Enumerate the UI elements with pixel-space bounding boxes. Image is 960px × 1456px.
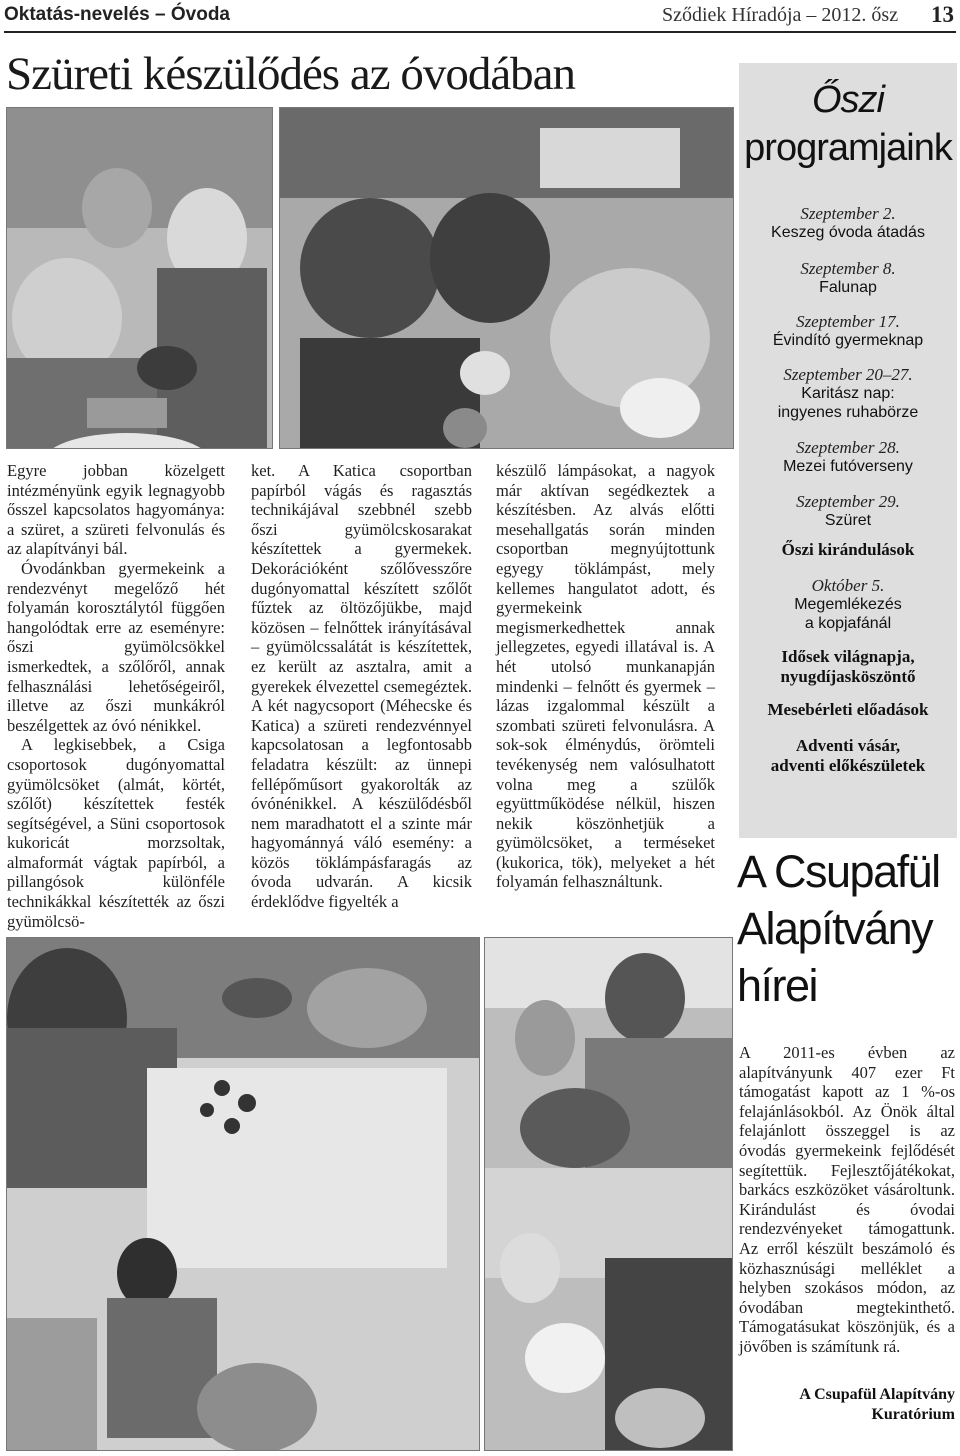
article-paragraph: készülő lámpásokat, a nagyok már aktívan segédkeztek a készítésben. Az alvás előtti mesehallgatás során minden csoportban megnyújtottunk egyegy töklámpást, mely kellemes hangulatot adott, és gyermekeink megismerkedhettek annak jellegzetes, egyedi illatával is. A hét utolsó munkanapján mindenki – felnőtt és gyermek – lázas izgalommal készült a szombati szüreti felvonulásra. A sok-sok élménydús, örömteli tevékenység nem valósulhatott volna meg a szülők együttműködése nélkül, hiszen nekik köszönhetjük a gyümölcsöket, a terméseket (kukorica, tök), melyeket a hét folyamán felhasználtunk. <box>496 461 715 892</box>
event-item: Mesebérleti előadások <box>767 700 929 719</box>
article-paragraph: ket. A Katica csoportban papírból vágás és ragasztás technikájával szebbnél szebb őszi gyümölcskosarakat készítettek a gyermekek. Dekorációként szőlővesszőre dugónyomattal készített szőlőt fűztek az öltözőjükbe, majd közösen – felnőttek irányításával – gyümölcssalátát is készítettek, ez került az asztalra, amit a gyerekek élvezettel csemegéztek. A két nagycsoport (Méhecske és Katica) a szüreti rendezvénnyel kapcsolatosan a legfontosabb feladatra készült: az ünnepi fellépőműsort gyakorolták az óvónénikkel. A készülődésből nem maradhatott el a szinte már hagyománnyá váló esemény: a közös töklámpásfaragás az óvoda udvarán. A kicsik érdeklődve figyelték a <box>251 461 472 912</box>
foundation-paragraph: A 2011-es évben az alapítványunk 407 ezer Ft támogatást kapott az 1 %-os felajánlásokból. Az Önök által felajánlott összeggel is az óvodás gyermekeink fejlődését segítettük. Fejlesztőjátékokat, barkács eszközöket vásároltunk. Kirándulást és óvodai rendezvényeket támogattunk. Az erről készült beszámoló és közhasznúsági melléklet a helyben szokásos módon, az óvodában megtekinthető. Támogatásukat köszönjük, és a jövőben is számítunk rá. <box>739 1043 955 1356</box>
foundation-signature: A Csupafül Alapítvány Kuratórium <box>799 1386 955 1423</box>
section-heading: Oktatás-nevelés – Óvoda <box>4 4 230 25</box>
event-item: Őszi kirándulások <box>781 540 915 559</box>
programs-sidebar <box>739 63 957 838</box>
photo-children-at-table <box>6 107 273 449</box>
event-item: Szeptember 2. Keszeg óvoda átadás <box>771 204 925 241</box>
sidebar-title: Őszi programjaink <box>744 79 952 169</box>
photo-pumpkin-carving <box>279 107 734 449</box>
foundation-body <box>739 1043 955 1357</box>
event-item: Szeptember 28. Mezei futóverseny <box>783 438 913 475</box>
article-paragraph: Óvodánkban gyermekeink a rendezvényt megelőző hét folyamán korosztálytól függően hangolódtak erre az eseményre: őszi gyümölcsökkel ismerkedtek, a szőlőről, annak felhasználási lehetőségeiről, illetve az őszi munkákról beszélgettek az óvó nénikkel. <box>7 558 225 735</box>
foundation-title: A Csupafül Alapítvány hírei <box>737 846 940 1011</box>
event-item: Október 5. Megemlékezés a kopjafánál <box>794 576 902 632</box>
publication-name: Sződiek Híradója – 2012. ősz <box>662 4 899 26</box>
article-paragraph: Egyre jobban közelgett intézményünk egyik legnagyobb ősszel kapcsolatos hagyománya: a szüret, a szüreti felvonulás és az alapítványi bál. <box>7 461 225 559</box>
article-paragraph: A legkisebbek, a Csiga csoportosok dugónyomattal gyümölcsöket (almát, körtét, szőlőt) készítettek festék segítségével, a Süni csoportosok kukoricát morzsoltak, almaformát vágtak papírból, a pillangósok különféle technikákkal készítették az őszi gyümölcsö- <box>7 735 225 931</box>
event-item: Szeptember 20–27. Karitász nap: ingyenes ruhabörze <box>777 365 919 421</box>
article-column-2 <box>251 461 472 912</box>
event-item: Szeptember 29. Szüret <box>796 492 900 529</box>
event-item: Idősek világnapja, nyugdíjasköszöntő <box>780 647 916 686</box>
header-rule <box>4 31 956 33</box>
article-title: Szüreti készülődés az óvodában <box>6 48 576 100</box>
article-column-1 <box>7 461 225 931</box>
event-item: Adventi vásár, adventi előkészületek <box>770 736 926 775</box>
page-number: 13 <box>931 2 954 27</box>
article-column-3 <box>496 461 715 892</box>
photo-lantern-making <box>484 937 733 1451</box>
event-item: Szeptember 8. Falunap <box>800 259 896 296</box>
event-item: Szeptember 17. Évindító gyermeknap <box>772 312 924 349</box>
photo-fruit-stamping <box>6 937 480 1451</box>
